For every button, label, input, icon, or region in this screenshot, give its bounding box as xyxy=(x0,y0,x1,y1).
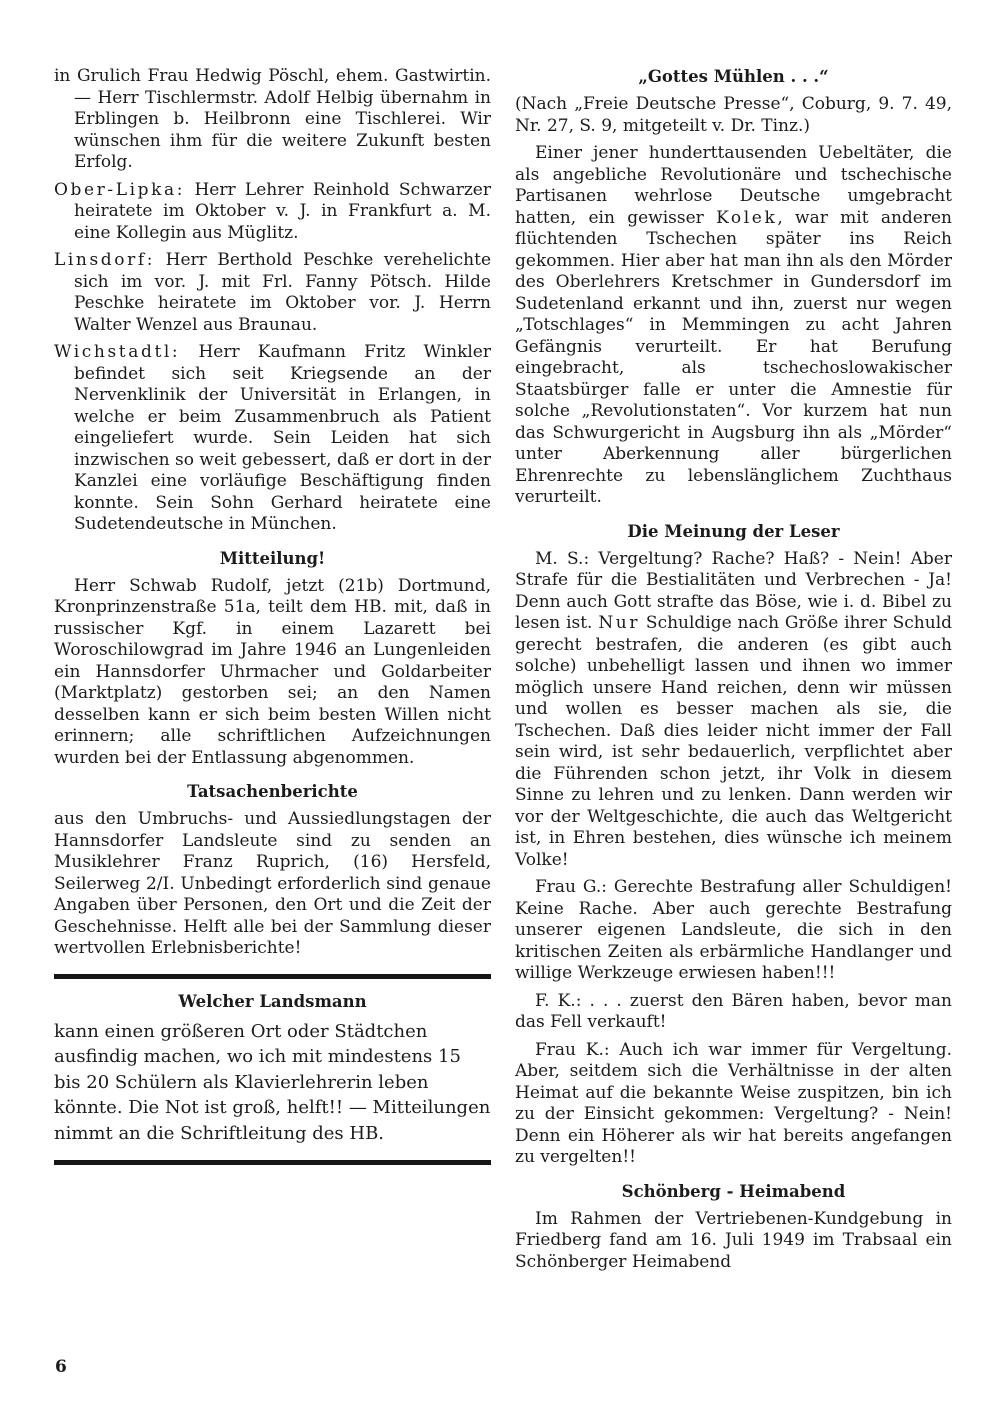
paragraph-grulich: in Grulich Frau Hedwig Pöschl, ehem. Gastwirtin. — Herr Tischlermstr. Adolf Helbig übernahm in Erblingen b. Heilbronn eine Tischlerei. Wir wünschen ihm für die weitere Zukunft besten Erfolg. xyxy=(54,66,491,172)
paragraph-gottes-muehlen xyxy=(515,143,952,509)
text-linsdorf: Herr Berthold Peschke verehelichte sich im vor. J. mit Frl. Fanny Pötsch. Hilde Peschke heiratete im Oktober vor. J. Herrn Walter Wenzel aus Braunau. xyxy=(74,250,491,335)
heading-schoenberg-heimabend: Schönberg - Heimabend xyxy=(621,1181,846,1201)
heading-meinung-der-leser: Die Meinung der Leser xyxy=(627,521,840,541)
text-ms-a: M. S.: Vergeltung? Rache? Haß? - Nein! Aber Strafe für die Bestialitäten und Verbrechen - Ja! Denn auch Gott strafte das Böse, wie i. d. Bibel zu lesen ist. xyxy=(515,548,952,633)
place-label-wichstadtl: Wichstadtl: xyxy=(54,342,181,362)
text-gottes-b: , war mit anderen flüchtenden Tschechen später ins Reich gekommen. Hier aber hat man ihn als den Mörder des Oberlehrers Kretschmer in Gundersdorf im Sudetenland erkannt und ihn, zuerst nur wegen „Totschlages“ in Memmingen zu acht Jahren Gefängnis verurteilt. Er hat Berufung eingebracht, als tschechoslowakischer Staatsbürger falle er unter die Amnestie für solche „Revolutionstaten“. Vor kurzem hat nun das Schwurgericht in Augsburg ihn als „Mörder“ unter Aberkennung aller bürgerlichen Ehrenrechte zu lebenslänglichem Zuchthaus verurteilt. xyxy=(515,207,952,507)
paragraph-frau-k: Frau K.: Auch ich war immer für Vergeltung. Aber, seitdem sich die Verhältnisse in der alten Heimat auf die bekannte Weise zuspitzen, bin ich zu der Einsicht gekommen: Vergeltung? - Nein! Denn ein Höherer als wir hat bereits angefangen zu vergelten!! xyxy=(515,1039,952,1167)
paragraph-linsdorf xyxy=(54,250,491,336)
name-kolek: Kolek xyxy=(716,207,778,228)
paragraph-schoenberg: Im Rahmen der Vertriebenen-Kundgebung in Friedberg fand am 16. Juli 1949 im Trabsaal ein Schönberger Heimabend xyxy=(515,1208,952,1272)
right-column xyxy=(515,66,952,1279)
text-gottes-a: Einer jener hunderttausenden Uebeltäter, die als angebliche Revolutionäre und tschechische Partisanen wehrlose Deutsche umgebracht hatten, ein gewisser xyxy=(515,143,952,228)
emphasis-nur: Nur xyxy=(598,613,641,633)
paragraph-fk: F. K.: . . . zuerst den Bären haben, bevor man das Fell verkauft! xyxy=(515,990,952,1032)
place-label-linsdorf: Linsdorf: xyxy=(54,250,156,270)
divider-top xyxy=(54,974,491,979)
heading-welcher-landsmann: Welcher Landsmann xyxy=(178,991,367,1011)
heading-gottes-muehlen: „Gottes Mühlen . . .“ xyxy=(638,67,829,86)
text-ms-b: Schuldige nach Größe ihrer Schuld gerecht bestrafen, die anderen (es gibt auch solche) unbehelligt lassen und ihnen wo immer möglich unsere Hand reichen, denn wir müssen und wollen es besser machen als sie, die Tschechen. Daß dies leider nicht immer der Fall sein wird, ist sehr bedauerlich, verpflichtet aber die Führenden schon jetzt, ihr Volk in diesem Sinne zu lehren und zu lenken. Dann werden wir vor der Weltgeschichte, die auch das Weltgericht ist, in Ehren bestehen, dies wünsche ich meinem Volke! xyxy=(515,613,953,870)
paragraph-tatsachenberichte: aus den Umbruchs- und Aussiedlungstagen der Hannsdorfer Landsleute sind zu senden an Musiklehrer Franz Ruprich, (16) Hersfeld, Seilerweg 2/I. Unbedingt erforderlich sind genaue Angaben über Personen, den Ort und die Zeit der Geschehnisse. Helft alle bei der Sammlung dieser wertvollen Erlebnisberichte! xyxy=(54,809,491,958)
paragraph-mitteilung: Herr Schwab Rudolf, jetzt (21b) Dortmund, Kronprinzenstraße 51a, teilt dem HB. mit, daß in russischer Kgf. in einem Lazarett bei Woroschilowgrad im Jahre 1946 an Lungenleiden ein Hannsdorfer Uhrmacher und Goldarbeiter (Marktplatz) gestorben sei; an den Namen desselben kann er sich beim besten Willen nicht erinnern; alle schriftlichen Aufzeichnungen wurden bei der Entlassung abgenommen. xyxy=(54,575,491,768)
heading-mitteilung: Mitteilung! xyxy=(219,548,326,568)
text-ober-lipka: Herr Lehrer Reinhold Schwarzer heiratete im Oktober v. J. in Frankfurt a. M. eine Kollegin aus Müglitz. xyxy=(74,179,491,243)
page-number: 6 xyxy=(55,1357,67,1377)
paragraph-ms xyxy=(515,549,952,872)
divider-bottom xyxy=(54,1160,491,1165)
source-note: (Nach „Freie Deutsche Presse“, Coburg, 9. 7. 49, Nr. 27, S. 9, mitgeteilt v. Dr. Tinz.) xyxy=(515,94,952,136)
paragraph-wichstadtl xyxy=(54,342,491,536)
paragraph-ober-lipka xyxy=(54,180,491,245)
place-label-ober-lipka: Ober-Lipka: xyxy=(54,179,186,200)
heading-tatsachenberichte: Tatsachenberichte xyxy=(187,782,358,801)
paragraph-welcher-landsmann: kann einen größeren Ort oder Städtchen ausfindig machen, wo ich mit mindestens 15 bis 20 Schülern als Klavierlehrerin leben könnte. Die Not ist groß, helft!! — Mitteilungen nimmt an die Schriftleitung des HB. xyxy=(54,1020,491,1144)
text-wichstadtl: Herr Kaufmann Fritz Winkler befindet sich seit Kriegsende an der Nervenklinik der Universität in Erlangen, in welche er beim Zusammenbruch als Patient eingeliefert wurde. Sein Leiden hat sich inzwischen so weit gebessert, daß er dort in der Kanzlei eine vorläufige Beschäftigung finden konnte. Sein Sohn Gerhard heiratete eine Sudetendeutsche in München. xyxy=(74,342,491,534)
left-column xyxy=(54,66,491,1177)
paragraph-frau-g: Frau G.: Gerechte Bestrafung aller Schuldigen! Keine Rache. Aber auch gerechte Bestrafung unserer eigenen Landsleute, die sich in den kritischen Zeiten als erbärmliche Handlanger und willige Werkzeuge erwiesen haben!!! xyxy=(515,877,952,983)
